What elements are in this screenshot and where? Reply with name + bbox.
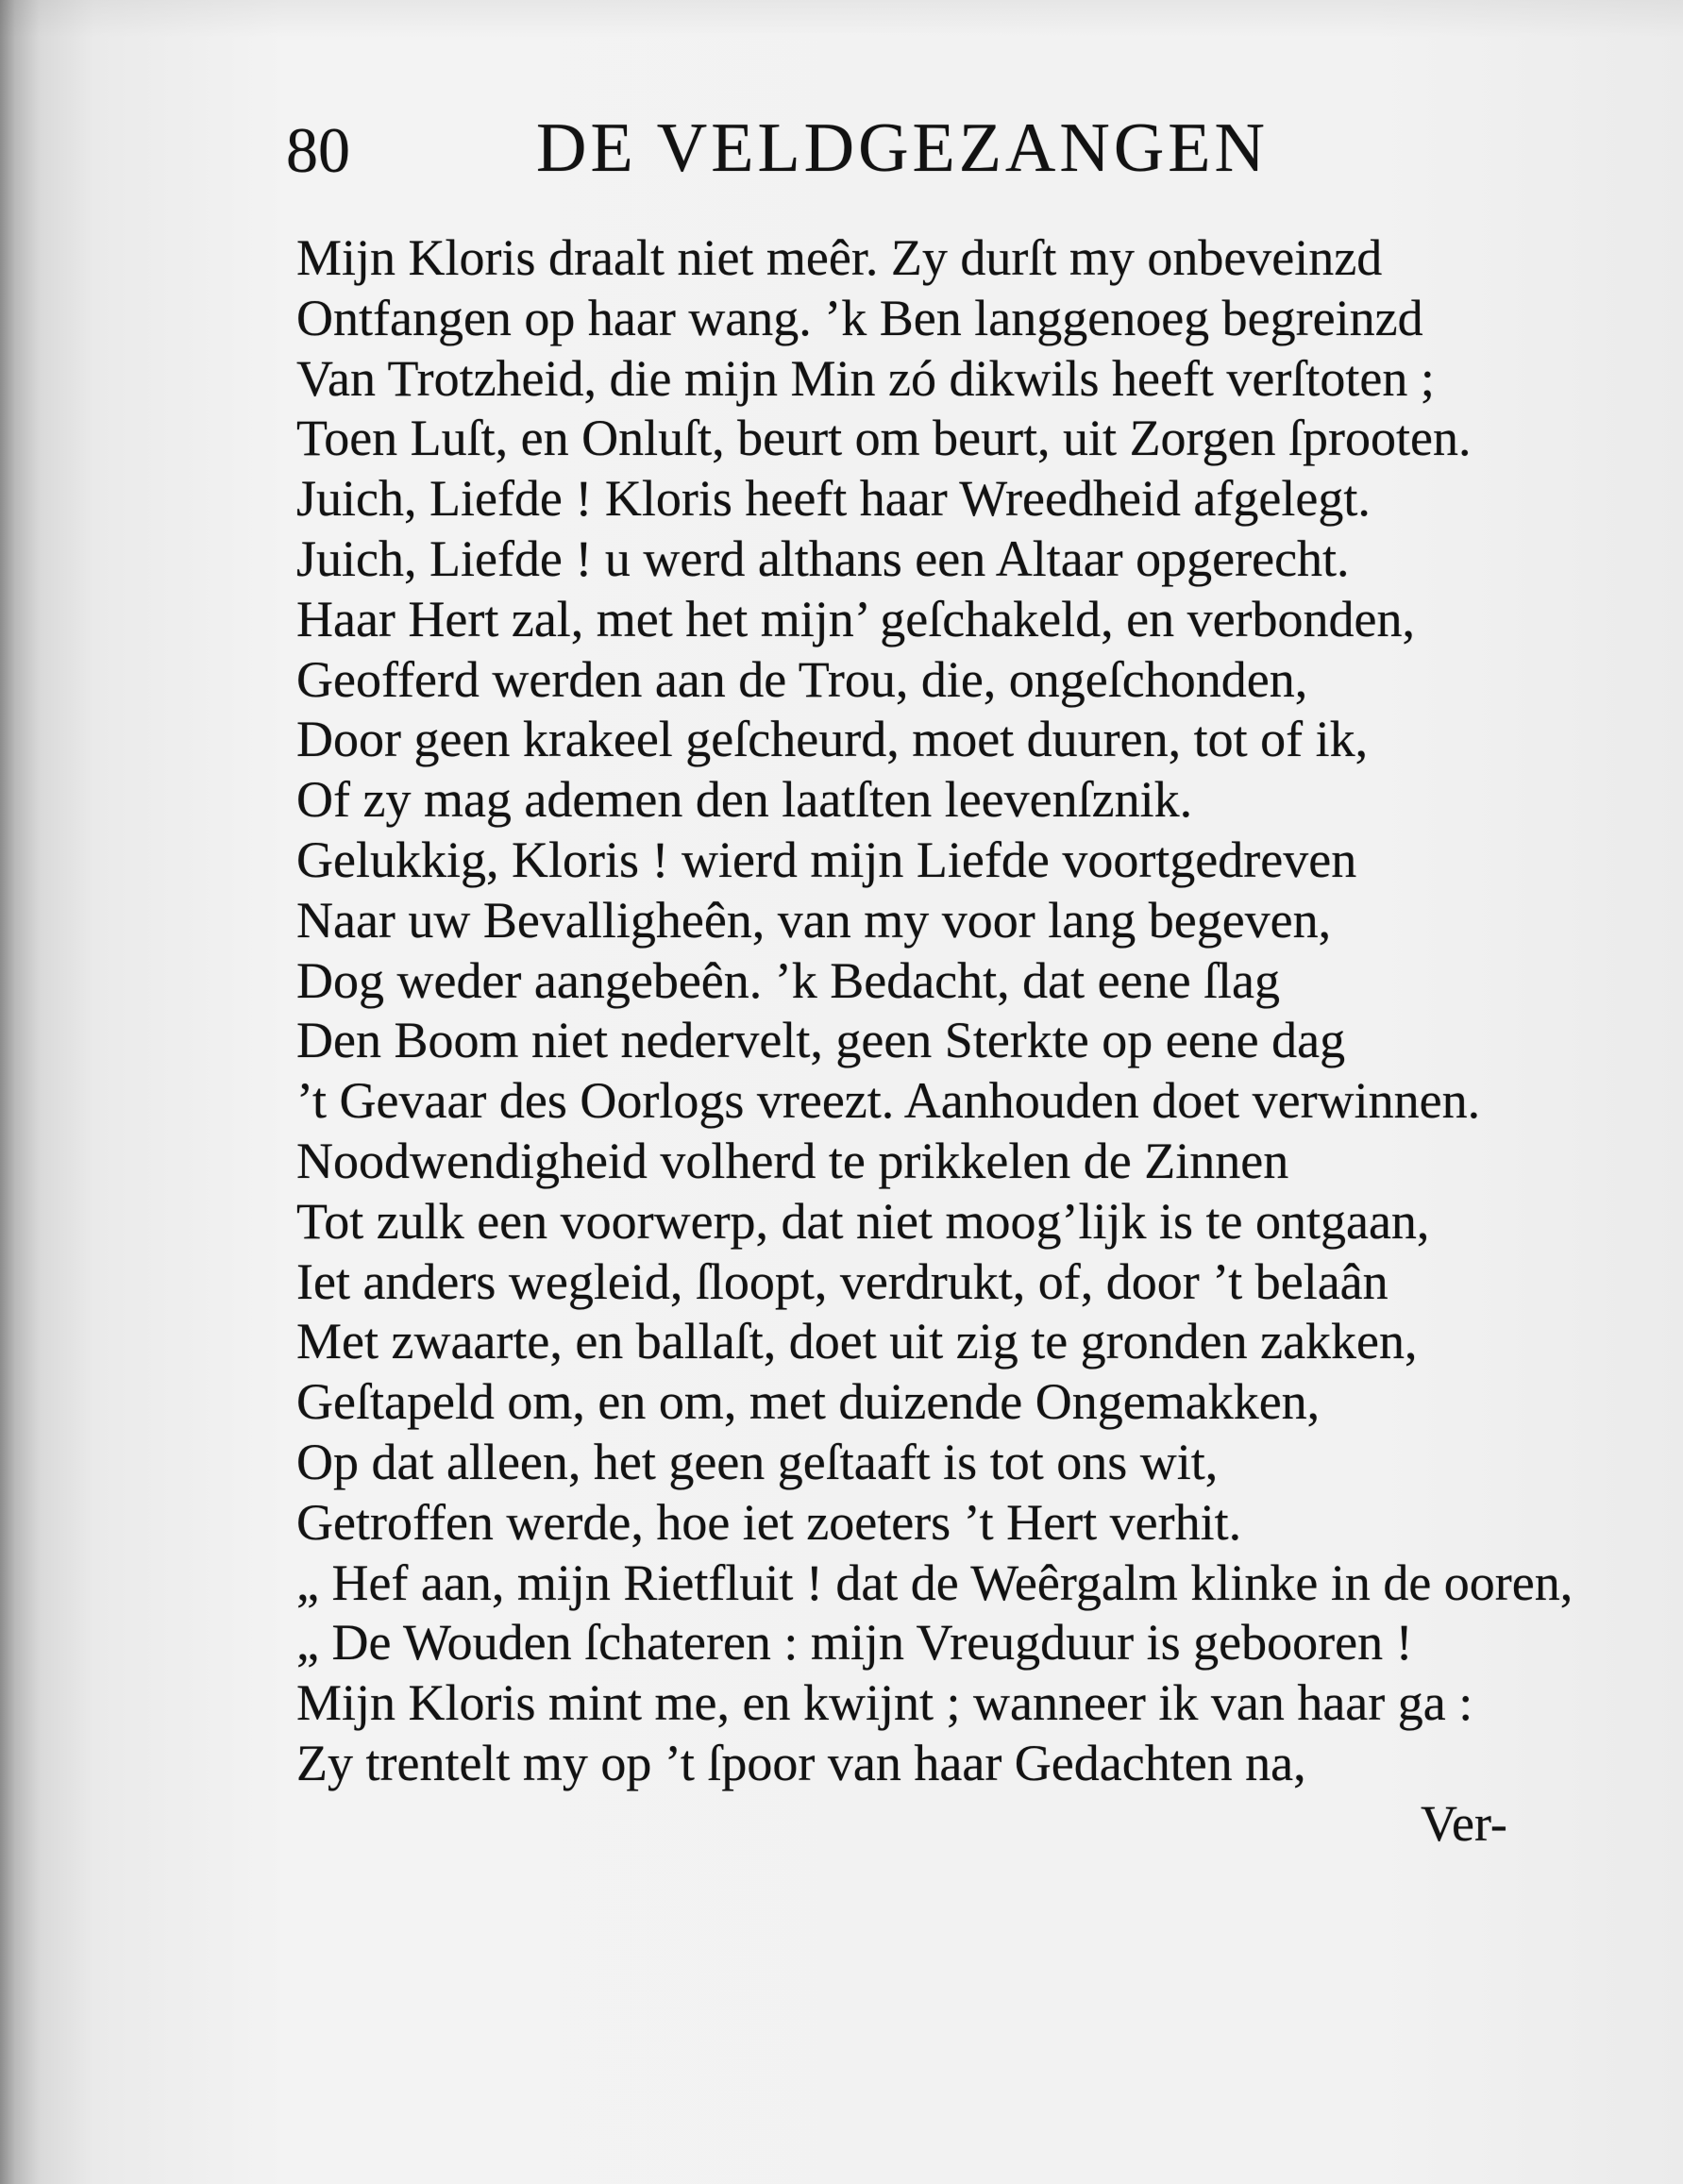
verse-line: „ De Wouden ſchateren : mijn Vreugduur is gebooren ! (296, 1614, 1413, 1672)
verse-line: Iet anders wegleid, ſloopt, verdrukt, of, door ’t belaân (296, 1252, 1388, 1310)
verse-line: Met zwaarte, en ballaſt, doet uit zig te gronden zakken, (296, 1313, 1418, 1370)
verse-line: Toen Luſt, en Onluſt, beurt om beurt, uit Zorgen ſprooten. (296, 410, 1472, 467)
verse-line: Geſtapeld om, en om, met duizende Ongemakken, (296, 1373, 1321, 1431)
verse-line: Juich, Liefde ! u werd althans een Altaar opgerecht. (296, 529, 1350, 587)
verse-line: „ Hef aan, mijn Rietfluit ! dat de Weêrgalm klinke in de ooren, (296, 1554, 1574, 1611)
verse-line: Naar uw Bevalligheên, van my voor lang begeven, (296, 891, 1332, 949)
page-number: 80 (286, 114, 350, 186)
verse-line: Zy trentelt my op ’t ſpoor van haar Gedachten na, (296, 1734, 1306, 1791)
poem-text (296, 228, 1573, 1794)
verse-line: Gelukkig, Kloris ! wierd mijn Liefde voortgedreven (296, 831, 1357, 888)
verse-line: Mijn Kloris mint me, en kwijnt ; wanneer ik van haar ga : (296, 1674, 1473, 1732)
catchword: Ver- (1421, 1795, 1507, 1852)
verse-line: Tot zulk een voorwerp, dat niet moog’lijk is te ontgaan, (296, 1192, 1430, 1250)
verse-line: Geofferd werden aan de Trou, die, ongeſchonden, (296, 650, 1308, 708)
verse-line: Den Boom niet nedervelt, geen Sterkte op eene dag (296, 1012, 1346, 1069)
verse-line: Of zy mag ademen den laatſten leevenſznik. (296, 771, 1193, 829)
verse-line: Mijn Kloris draalt niet meêr. Zy durſt my onbeveinzd (296, 229, 1383, 286)
running-title: DE VELDGEZANGEN (536, 109, 1269, 187)
verse-line: Ontfangen op haar wang. ’k Ben langgenoeg begreinzd (296, 289, 1423, 346)
verse-line: Door geen krakeel geſcheurd, moet duuren, tot of ik, (296, 711, 1369, 768)
verse-line: Juich, Liefde ! Kloris heeft haar Wreedheid afgelegt. (296, 470, 1371, 528)
verse-line: Noodwendigheid volherd te prikkelen de Zinnen (296, 1132, 1289, 1189)
verse-line: Van Trotzheid, die mijn Min zó dikwils heeft verſtoten ; (296, 349, 1435, 407)
verse-line: Op dat alleen, het geen geſtaaft is tot ons wit, (296, 1433, 1219, 1490)
verse-line: ’t Gevaar des Oorlogs vreezt. Aanhouden doet verwinnen. (296, 1072, 1481, 1130)
verse-line: Dog weder aangebeên. ’k Bedacht, dat eene ſlag (296, 951, 1281, 1009)
verse-line: Haar Hert zal, met het mijn’ geſchakeld, en verbonden, (296, 590, 1415, 647)
verse-line: Getroffen werde, hoe iet zoeters ’t Hert verhit. (296, 1493, 1242, 1551)
